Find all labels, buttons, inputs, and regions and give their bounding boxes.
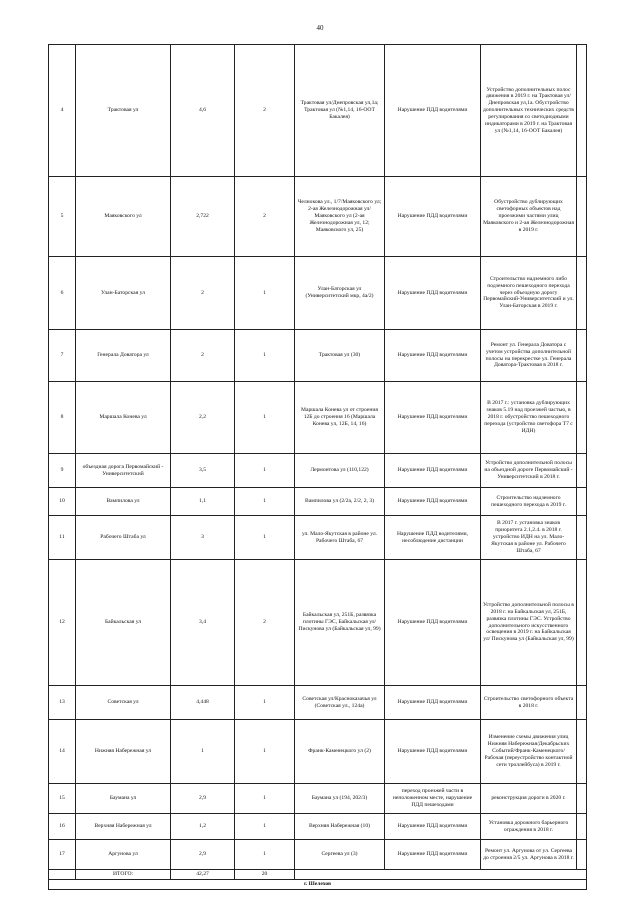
cell-count: 2	[235, 560, 295, 686]
cell-num: 17	[49, 840, 76, 870]
cell-address: Трактовая ул/Днепровская ул,1а; Трактовая ул (№1,14, 16-ООТ Бакалея)	[295, 45, 385, 177]
total-blank	[49, 870, 76, 880]
cell-measure: Строительство надземного либо подземного пешеходного перехода через объездную дорогу Первомайский-Университетский и ул. Улан-Баторская в 2019 г.	[481, 257, 577, 330]
cell-reason: Нарушение ПДД водителями	[385, 814, 481, 840]
total-length: 42,27	[171, 870, 235, 880]
cell-count: 1	[235, 720, 295, 784]
cell-street: Байкальская ул	[76, 560, 171, 686]
cell-street: Маяковского ул	[76, 177, 171, 257]
cell-blank	[577, 516, 587, 560]
total-rest	[295, 870, 587, 880]
cell-reason: Нарушение ПДД водителями	[385, 720, 481, 784]
cell-street: Маршала Конева ул	[76, 382, 171, 454]
cell-reason: Нарушение ПДД водителями	[385, 560, 481, 686]
cell-count: 1	[235, 330, 295, 382]
cell-measure: Ремонт ул. Генерала Доватора с учетом устройства дополнительной полосы на перекрестке ул. Генерала Доватора-Трактовая в 2018 г.	[481, 330, 577, 382]
cell-reason: Нарушение ПДД водителями	[385, 686, 481, 720]
cell-count: 1	[235, 488, 295, 516]
cell-measure: Изменение схемы движения улиц Нижняя Набережная/Декабрьских Событий/Франк-Каменецкого/Рабочая (переустройство контактной сети троллейбуса) в 2019 г.	[481, 720, 577, 784]
cell-count: 1	[235, 257, 295, 330]
total-label: ИТОГО:	[76, 870, 171, 880]
cell-blank	[577, 686, 587, 720]
cell-num: 8	[49, 382, 76, 454]
cell-count: 1	[235, 382, 295, 454]
cell-address: Челнокова ул., 1/7/Маяковского ул; 2-ая Железнодорожная ул/Маяковского ул (2-ая Железнодорожная ул, 12; Маяковского ул, 25)	[295, 177, 385, 257]
cell-length: 3,5	[171, 454, 235, 488]
cell-street: Рабочего Штаба ул	[76, 516, 171, 560]
cell-length: 2	[171, 257, 235, 330]
cell-measure: В 2017 г. установка знаков приоритета 2.1,2.4. в 2018 г. устройство ИДН на ул. Мало-Якутская в районе ул. Рабочего Штаба, 67	[481, 516, 577, 560]
cell-address: Верхняя Набережная (10)	[295, 814, 385, 840]
cell-measure: Обустройство дублирующих светофорных объектов над проезжими частями улиц Маяковского и 2-ая Железнодорожная в 2019 г.	[481, 177, 577, 257]
table-body	[49, 45, 587, 890]
table-row	[49, 177, 587, 257]
total-row	[49, 870, 587, 880]
cell-address: Сергеева ул (3)	[295, 840, 385, 870]
cell-blank	[577, 784, 587, 814]
cell-measure: Строительство надземного пешеходного перехода в 2019 г.	[481, 488, 577, 516]
cell-count: 1	[235, 686, 295, 720]
cell-length: 2,722	[171, 177, 235, 257]
cell-blank	[577, 454, 587, 488]
cell-reason: Нарушение ПДД водителями	[385, 330, 481, 382]
cell-measure: Устройство дополнительной полосы на объездной дороге Первомайский - Университетский в 2018 г.	[481, 454, 577, 488]
cell-address: Советская ул/Красноказачья ул (Советская ул., 124а)	[295, 686, 385, 720]
cell-reason: Нарушение ПДД водителями	[385, 382, 481, 454]
cell-measure: Строительство светофорного объекта в 2018 г.	[481, 686, 577, 720]
cell-address: Маршала Конева ул от строения 12Б до строения 16 (Маршала Конева ул, 12Б, 14, 16)	[295, 382, 385, 454]
cell-length: 2,9	[171, 784, 235, 814]
city-heading: г. Шелехов	[49, 879, 587, 889]
cell-street: Генерала Доватора ул	[76, 330, 171, 382]
cell-measure: В 2017 г.: установка дублирующих знаков 5.19 над проезжей частью, в 2018 г. обустройство пешеходного перехода (устройство светофора Т7 с ИДН)	[481, 382, 577, 454]
cell-count: 1	[235, 814, 295, 840]
cell-reason: Нарушение ПДД водителями	[385, 257, 481, 330]
cell-measure: Установка дорожного барьерного ограждения в 2018 г.	[481, 814, 577, 840]
table-row	[49, 330, 587, 382]
cell-blank	[577, 382, 587, 454]
cell-num: 14	[49, 720, 76, 784]
accident-sites-table	[48, 44, 587, 890]
cell-address: Улан-Баторская ул (Университетский мкр, 4а/2)	[295, 257, 385, 330]
cell-count: 1	[235, 516, 295, 560]
cell-num: 7	[49, 330, 76, 382]
cell-count: 1	[235, 454, 295, 488]
table-row	[49, 814, 587, 840]
cell-num: 15	[49, 784, 76, 814]
page-number: 40	[316, 24, 324, 32]
cell-num: 10	[49, 488, 76, 516]
cell-address: Байкальская ул, 251Б, развязка плотины ГЭС, Байкальская ул/ Пискунова ул (Байкальская ул, 99)	[295, 560, 385, 686]
cell-street: Вампилова ул	[76, 488, 171, 516]
cell-num: 4	[49, 45, 76, 177]
cell-reason: Нарушение ПДД водителями	[385, 45, 481, 177]
cell-street: Аргунова ул	[76, 840, 171, 870]
cell-length: 1	[171, 720, 235, 784]
cell-count: 2	[235, 177, 295, 257]
cell-street: Верхняя Набережная ул	[76, 814, 171, 840]
cell-street: Улан-Баторская ул	[76, 257, 171, 330]
cell-blank	[577, 177, 587, 257]
cell-num: 6	[49, 257, 76, 330]
cell-blank	[577, 257, 587, 330]
cell-count: 1	[235, 784, 295, 814]
cell-reason: Нарушение ПДД водителями, несоблюдение дистанции	[385, 516, 481, 560]
cell-reason: Нарушение ПДД водителями	[385, 454, 481, 488]
cell-length: 3	[171, 516, 235, 560]
cell-blank	[577, 488, 587, 516]
cell-street: Нижняя Набережная ул	[76, 720, 171, 784]
cell-reason: переход проезжей части в неположенном месте, нарушение ПДД пешеходами	[385, 784, 481, 814]
cell-street: Советская ул	[76, 686, 171, 720]
cell-address: Вампилова ул (2/2а, 2/2, 2, 3)	[295, 488, 385, 516]
cell-address: Баумана ул (194, 202/3)	[295, 784, 385, 814]
cell-reason: Нарушение ПДД водителями	[385, 840, 481, 870]
cell-count: 1	[235, 840, 295, 870]
cell-count: 2	[235, 45, 295, 177]
city-heading-row	[49, 879, 587, 889]
cell-num: 5	[49, 177, 76, 257]
cell-reason: Нарушение ПДД водителями	[385, 488, 481, 516]
cell-num: 11	[49, 516, 76, 560]
cell-blank	[577, 560, 587, 686]
cell-length: 2,2	[171, 382, 235, 454]
cell-street: объездная дорога Первомайский - Университетский	[76, 454, 171, 488]
table-row	[49, 516, 587, 560]
total-count: 20	[235, 870, 295, 880]
table-row	[49, 454, 587, 488]
table-row	[49, 488, 587, 516]
cell-address: Трактовая ул (30)	[295, 330, 385, 382]
cell-num: 16	[49, 814, 76, 840]
cell-length: 1,1	[171, 488, 235, 516]
cell-street: Трактовая ул	[76, 45, 171, 177]
cell-blank	[577, 840, 587, 870]
cell-length: 2	[171, 330, 235, 382]
cell-length: 2,9	[171, 840, 235, 870]
cell-blank	[577, 720, 587, 784]
cell-address: Франк-Каменецкого ул (2)	[295, 720, 385, 784]
table-row	[49, 560, 587, 686]
table-row	[49, 382, 587, 454]
table-row	[49, 257, 587, 330]
cell-reason: Нарушение ПДД водителями	[385, 177, 481, 257]
cell-measure: Ремонт ул. Аргунова от ул. Сергеева до строения 2/5 ул. Аргунова в 2018 г.	[481, 840, 577, 870]
table-row	[49, 720, 587, 784]
cell-length: 3,4	[171, 560, 235, 686]
table-row	[49, 784, 587, 814]
cell-address: Лермонтова ул (110,122)	[295, 454, 385, 488]
table-row	[49, 45, 587, 177]
cell-num: 9	[49, 454, 76, 488]
table-row	[49, 686, 587, 720]
cell-measure: Устройство дополнительной полосы в 2018 г. на Байкальская ул, 251Б, развязка плотины ГЭС. Устройство дополнительного искусственного освещения в 2019 г. на Байкальская ул/ Пискунова ул (Байкальская ул, 99)	[481, 560, 577, 686]
cell-length: 4,448	[171, 686, 235, 720]
cell-length: 1,2	[171, 814, 235, 840]
cell-num: 13	[49, 686, 76, 720]
cell-blank	[577, 45, 587, 177]
cell-length: 4,6	[171, 45, 235, 177]
cell-address: ул. Мало-Якутская в районе ул. Рабочего Штаба, 67	[295, 516, 385, 560]
cell-measure: реконструкция дороги в 2020 г.	[481, 784, 577, 814]
cell-blank	[577, 330, 587, 382]
table-row	[49, 840, 587, 870]
cell-street: Баумана ул	[76, 784, 171, 814]
cell-blank	[577, 814, 587, 840]
cell-num: 12	[49, 560, 76, 686]
cell-measure: Устройство дополнительных полос движения в 2019 г. на Трактовая ул/Днепровская ул,1а. Обустройство дополнительных технических средств регулирования со светодиодными индикаторами в 2019 г. на Трактовая ул (№1,14, 16-ООТ Бакалея)	[481, 45, 577, 177]
